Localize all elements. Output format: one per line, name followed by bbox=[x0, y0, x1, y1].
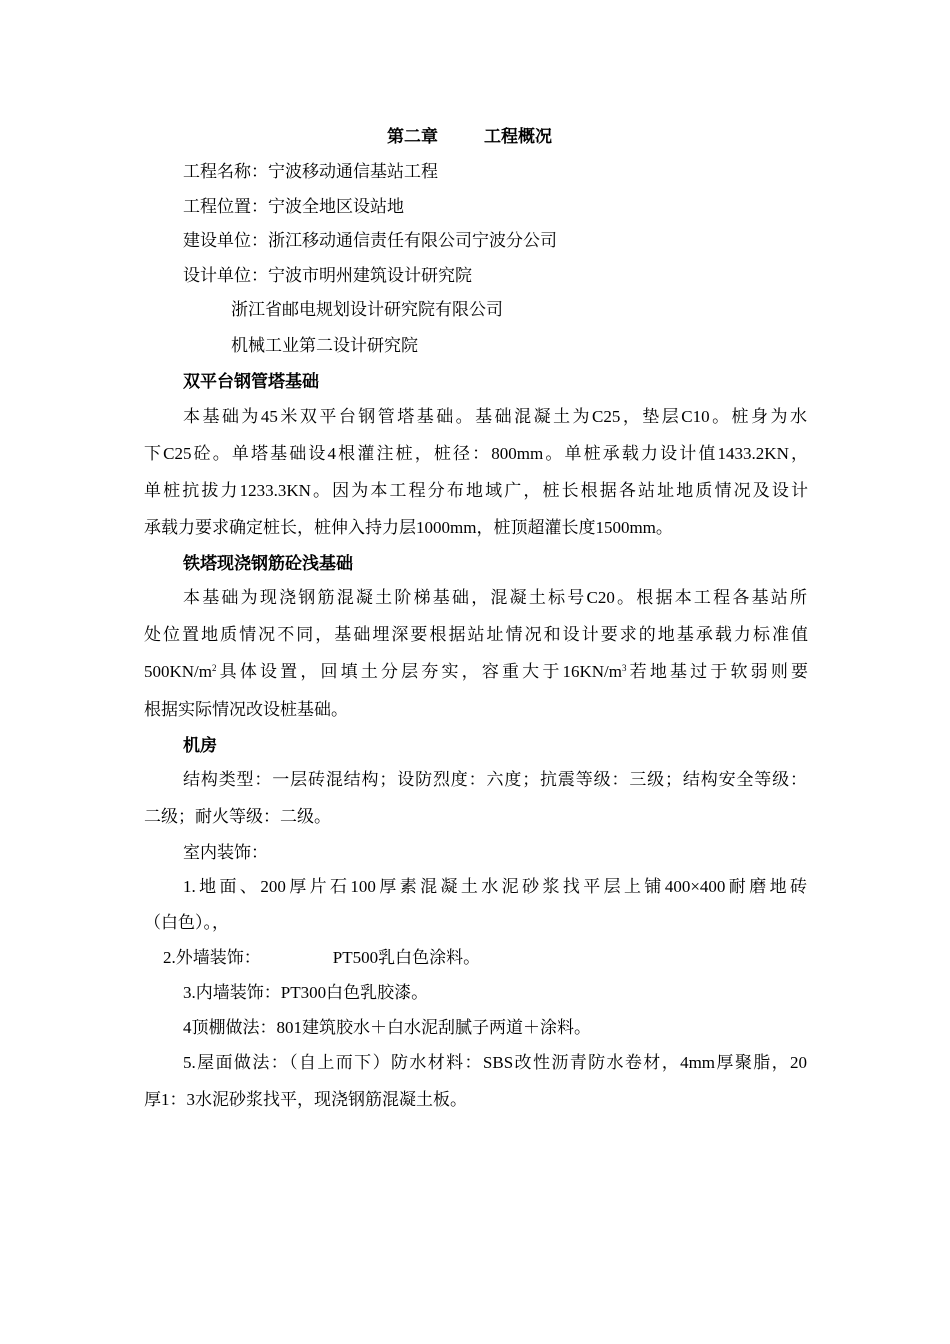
paragraph-line: 厚1：3水泥砂浆找平，现浇钢筋混凝土板。 bbox=[144, 1090, 467, 1109]
paragraph-line: 2.外墙装饰： PT500乳白色涂料。 bbox=[163, 948, 481, 967]
paragraph-line: 结构类型：一层砖混结构；设防烈度：六度；抗震等级：三级；结构安全等级： bbox=[183, 770, 807, 789]
design-unit-3: 机械工业第二设计研究院 bbox=[231, 336, 418, 355]
section-heading-tower: 双平台钢管塔基础 bbox=[183, 372, 319, 391]
paragraph-line: 4顶棚做法：801建筑胶水＋白水泥刮腻子两道＋涂料。 bbox=[183, 1018, 591, 1037]
paragraph-line: 二级；耐火等级：二级。 bbox=[144, 807, 331, 826]
paragraph-line: 下C25砼。单塔基础设4根灌注桩，桩径：800mm。单桩承载力设计值1433.2KN， bbox=[144, 444, 808, 463]
paragraph-line: 处位置地质情况不同，基础埋深要根据站址情况和设计要求的地基承载力标准值 bbox=[144, 625, 808, 644]
paragraph-line: 3.内墙装饰：PT300白色乳胶漆。 bbox=[183, 983, 429, 1002]
paragraph-line: 单桩抗拔力1233.3KN。因为本工程分布地域广，桩长根据各站址地质情况及设计 bbox=[144, 481, 808, 500]
chapter-title: 第二章 工程概况 bbox=[387, 127, 552, 146]
paragraph-line: 承载力要求确定桩长，桩伸入持力层1000mm，桩顶超灌长度1500mm。 bbox=[144, 518, 673, 537]
paragraph-line: 5.屋面做法：（自上而下）防水材料：SBS改性沥青防水卷材，4mm厚聚脂，20 bbox=[183, 1053, 807, 1072]
paragraph-line: 根据实际情况改设桩基础。 bbox=[144, 700, 348, 719]
project-name: 工程名称：宁波移动通信基站工程 bbox=[183, 162, 438, 181]
paragraph-line: （白色）。， bbox=[144, 913, 229, 932]
paragraph-line: 1.地面、200厚片石100厚素混凝土水泥砂浆找平层上铺400×400耐磨地砖 bbox=[183, 877, 807, 896]
paragraph-line: 本基础为现浇钢筋混凝土阶梯基础，混凝土标号C20。根据本工程各基站所 bbox=[183, 588, 807, 607]
construction-unit: 建设单位：浙江移动通信责任有限公司宁波分公司 bbox=[183, 231, 557, 250]
section-heading-machine-room: 机房 bbox=[183, 736, 217, 755]
design-unit-2: 浙江省邮电规划设计研究院有限公司 bbox=[231, 300, 503, 319]
paragraph-line: $500KN/m^2$具体设置，回填土分层夯实，容重大于$16KN/m^3$若地基过于软弱则要 bbox=[144, 662, 808, 681]
paragraph-line: 本基础为45米双平台钢管塔基础。基础混凝土为C25，垫层C10。桩身为水 bbox=[183, 407, 807, 426]
paragraph-line: 室内装饰： bbox=[183, 843, 268, 862]
project-location: 工程位置：宁波全地区设站地 bbox=[183, 197, 404, 216]
section-heading-iron-tower: 铁塔现浇钢筋砼浅基础 bbox=[183, 554, 353, 573]
design-unit: 设计单位：宁波市明州建筑设计研究院 bbox=[183, 266, 472, 285]
